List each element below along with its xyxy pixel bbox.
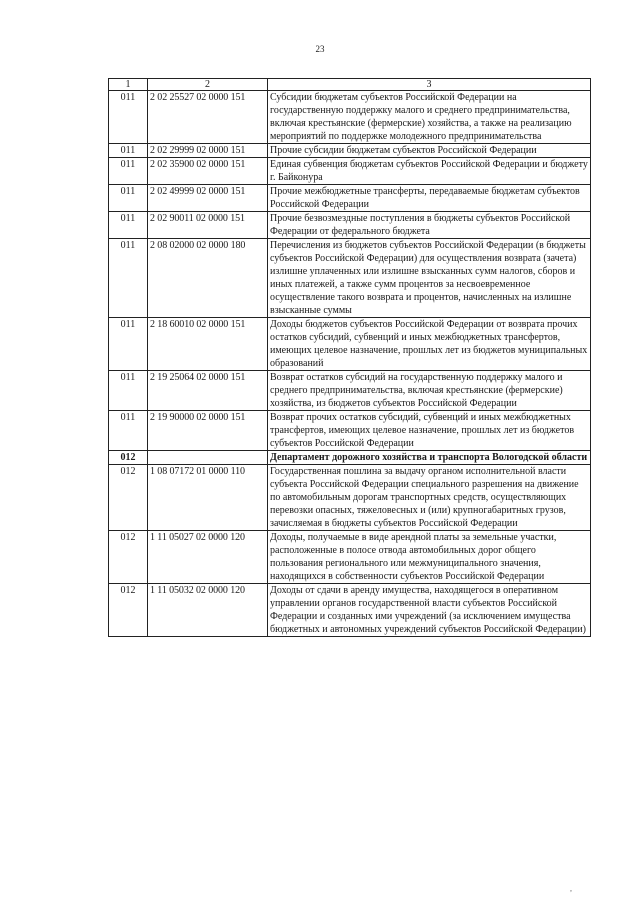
description-cell: Прочие межбюджетные трансферты, передаваемые бюджетам субъектов Российской Федерации <box>268 185 591 212</box>
budget-code-cell: 2 02 49999 02 0000 151 <box>148 185 268 212</box>
description-cell: Государственная пошлина за выдачу органом исполнительной власти субъекта Российской Федерации специального разрешения на движение по автомобильным дорогам транспортных средств, осуществляющих перевозки опасных, тяжеловесных и (или) крупногабаритных грузов, зачисляемая в бюджеты субъектов Российской Федерации <box>268 465 591 531</box>
budget-code-cell: 2 02 35900 02 0000 151 <box>148 158 268 185</box>
admin-code-cell: 011 <box>109 185 148 212</box>
description-cell: Единая субвенция бюджетам субъектов Российской Федерации и бюджету г. Байконура <box>268 158 591 185</box>
admin-code-cell: 011 <box>109 158 148 185</box>
table-row <box>109 465 591 531</box>
budget-code-cell: 2 19 25064 02 0000 151 <box>148 371 268 411</box>
budget-code-cell <box>148 451 268 465</box>
description-cell: Доходы бюджетов субъектов Российской Федерации от возврата прочих остатков субсидий, субвенций и иных межбюджетных трансфертов, имеющих целевое назначение, прошлых лет из бюджетов муниципальных образований <box>268 318 591 371</box>
table-row <box>109 158 591 185</box>
header-col-3: 3 <box>268 79 591 91</box>
description-cell: Перечисления из бюджетов субъектов Российской Федерации (в бюджеты субъектов Российской Федерации) для осуществления возврата (зачета) излишне уплаченных или излишне взысканных сумм налогов, сборов и иных платежей, а также сумм процентов за несвоевременное осуществление такого возврата и процентов, начисленных на излишне взысканные суммы <box>268 239 591 318</box>
table-row <box>109 212 591 239</box>
revenue-codes-table <box>108 78 591 637</box>
budget-code-cell: 1 11 05032 02 0000 120 <box>148 584 268 637</box>
description-cell: Доходы от сдачи в аренду имущества, находящегося в оперативном управлении органов государственной власти субъектов Российской Федерации и созданных ими учреждений (за исключением имущества бюджетных и автономных учреждений субъектов Российской Федерации) <box>268 584 591 637</box>
admin-code-cell: 011 <box>109 318 148 371</box>
budget-code-cell: 2 08 02000 02 0000 180 <box>148 239 268 318</box>
admin-code-cell: 011 <box>109 144 148 158</box>
page-number: 23 <box>315 44 325 54</box>
header-col-1: 1 <box>109 79 148 91</box>
table-row <box>109 144 591 158</box>
budget-code-cell: 1 11 05027 02 0000 120 <box>148 531 268 584</box>
admin-code-cell: 011 <box>109 239 148 318</box>
admin-code-cell: 011 <box>109 91 148 144</box>
budget-code-cell: 2 02 90011 02 0000 151 <box>148 212 268 239</box>
table-row <box>109 371 591 411</box>
admin-code-cell: 012 <box>109 584 148 637</box>
description-cell: Возврат прочих остатков субсидий, субвенций и иных межбюджетных трансфертов, имеющих целевое назначение, прошлых лет из бюджетов субъектов Российской Федерации <box>268 411 591 451</box>
budget-code-cell: 2 19 90000 02 0000 151 <box>148 411 268 451</box>
admin-code-cell: 011 <box>109 411 148 451</box>
table-row <box>109 185 591 212</box>
description-cell: Возврат остатков субсидий на государственную поддержку малого и среднего предпринимательства, включая крестьянские (фермерские) хозяйства, из бюджетов субъектов Российской Федерации <box>268 371 591 411</box>
table-row <box>109 411 591 451</box>
admin-code-cell: 012 <box>109 531 148 584</box>
table-row <box>109 531 591 584</box>
table-row <box>109 584 591 637</box>
description-cell: Прочие безвозмездные поступления в бюджеты субъектов Российской Федерации от федерального бюджета <box>268 212 591 239</box>
scan-mark: , <box>570 884 572 893</box>
description-cell: Прочие субсидии бюджетам субъектов Российской Федерации <box>268 144 591 158</box>
budget-code-cell: 2 18 60010 02 0000 151 <box>148 318 268 371</box>
admin-code-cell: 011 <box>109 371 148 411</box>
description-cell: Субсидии бюджетам субъектов Российской Федерации на государственную поддержку малого и среднего предпринимательства, включая крестьянские (фермерские) хозяйства, а также на реализацию мероприятий по поддержке молодежного предпринимательства <box>268 91 591 144</box>
budget-code-cell: 1 08 07172 01 0000 110 <box>148 465 268 531</box>
table-header-row <box>109 79 591 91</box>
budget-code-cell: 2 02 25527 02 0000 151 <box>148 91 268 144</box>
admin-code-cell: 011 <box>109 212 148 239</box>
admin-code-cell: 012 <box>109 465 148 531</box>
table-row <box>109 318 591 371</box>
table-row <box>109 451 591 465</box>
budget-code-cell: 2 02 29999 02 0000 151 <box>148 144 268 158</box>
admin-code-cell: 012 <box>109 451 148 465</box>
description-cell: Доходы, получаемые в виде арендной платы за земельные участки, расположенные в полосе отвода автомобильных дорог общего пользования регионального или межмуниципального значения, находящихся в собственности субъектов Российской Федерации <box>268 531 591 584</box>
description-cell: Департамент дорожного хозяйства и транспорта Вологодской области <box>268 451 591 465</box>
table-row <box>109 91 591 144</box>
table-row <box>109 239 591 318</box>
header-col-2: 2 <box>148 79 268 91</box>
